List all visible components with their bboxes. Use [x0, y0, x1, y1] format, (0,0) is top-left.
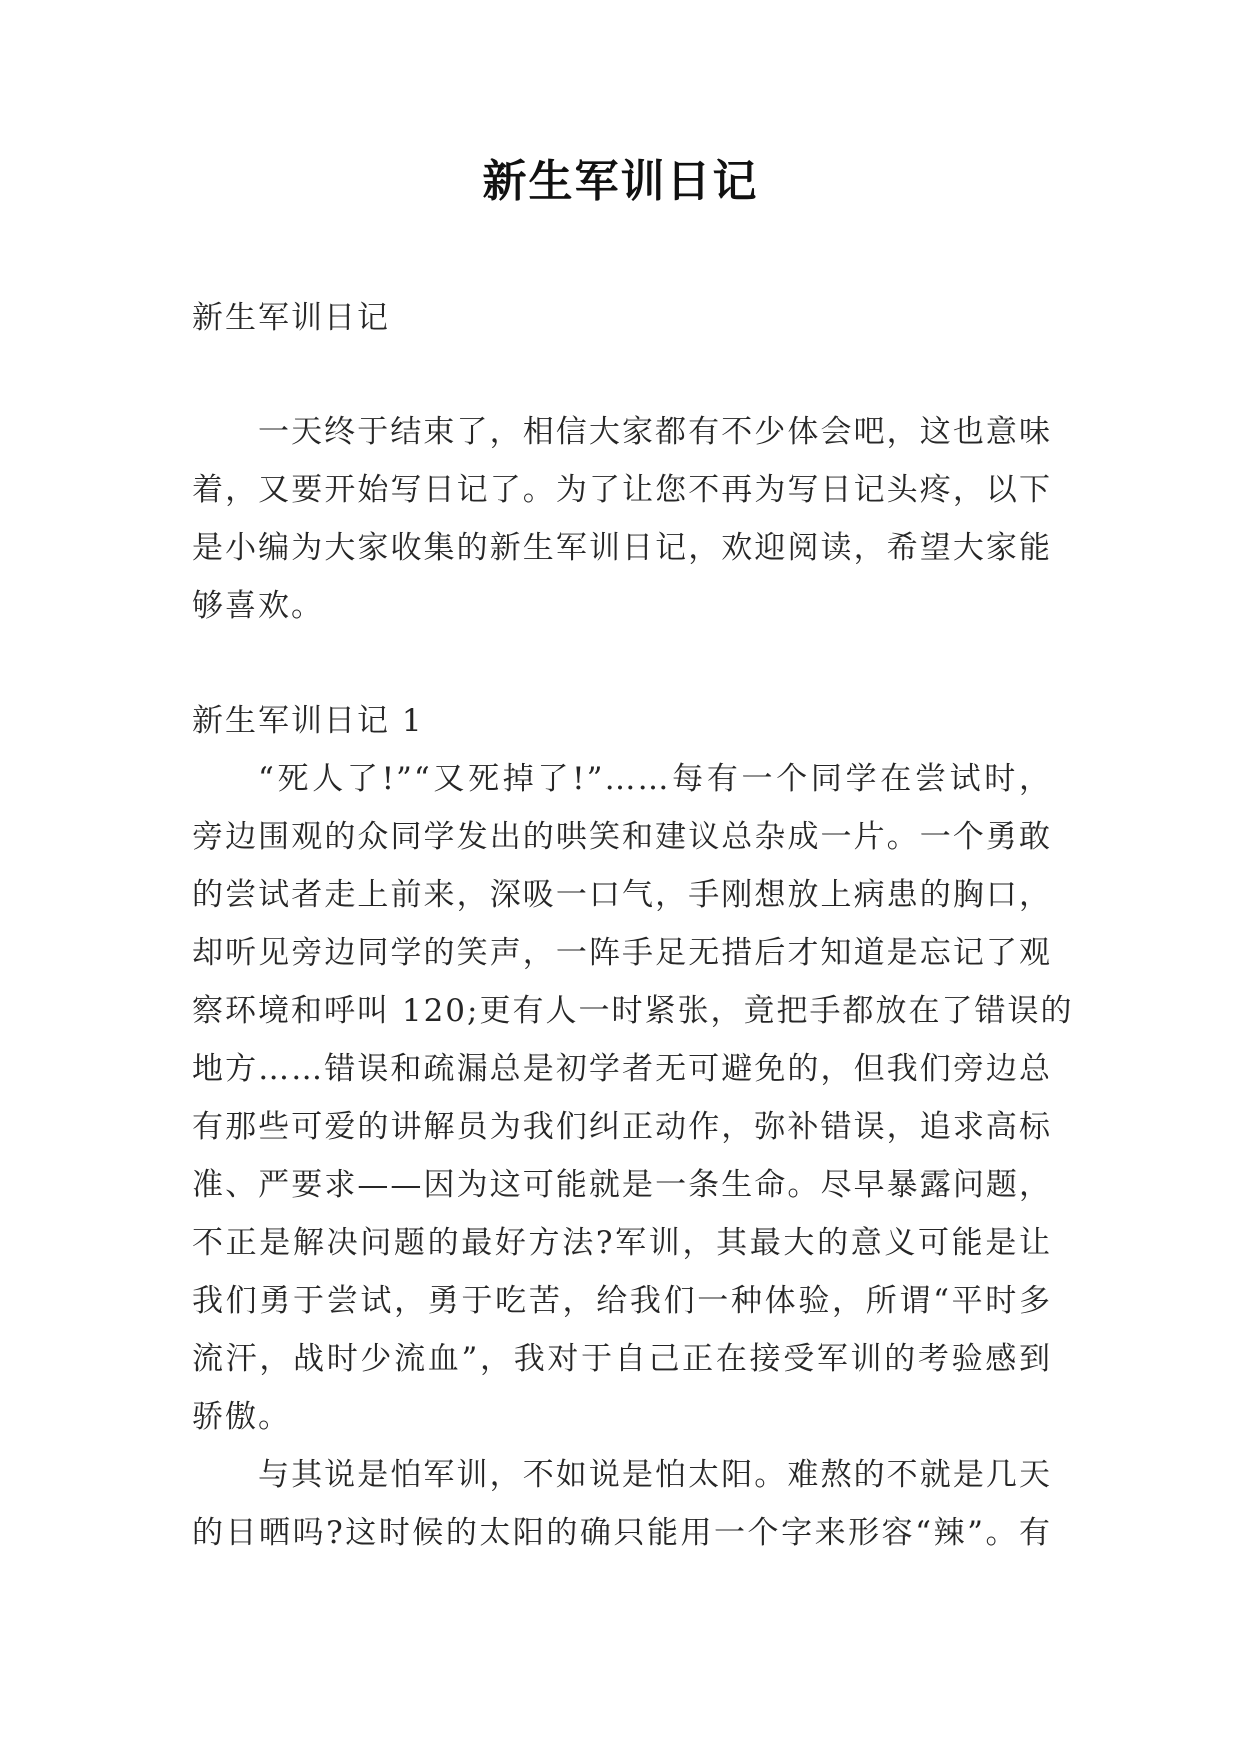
paragraph-line: 地方……错误和疏漏总是初学者无可避免的，但我们旁边总: [192, 1051, 1052, 1087]
intro-line: 着，又要开始写日记了。为了让您不再为写日记头疼，以下: [192, 472, 1052, 508]
paragraph-line: 骄傲。: [192, 1399, 291, 1435]
intro-line: 一天终于结束了，相信大家都有不少体会吧，这也意味: [258, 414, 1052, 450]
paragraph-line: 却听见旁边同学的笑声，一阵手足无措后才知道是忘记了观: [192, 935, 1052, 971]
paragraph-line: 与其说是怕军训，不如说是怕太阳。难熬的不就是几天: [258, 1457, 1052, 1493]
paragraph-line: 准、严要求——因为这可能就是一条生命。尽早暴露问题，: [192, 1167, 1052, 1203]
paragraph-line: 旁边围观的众同学发出的哄笑和建议总杂成一片。一个勇敢: [192, 819, 1052, 855]
section-heading: 新生军训日记 1: [192, 703, 424, 739]
intro-line: 是小编为大家收集的新生军训日记，欢迎阅读，希望大家能: [192, 530, 1052, 566]
paragraph-line: 察环境和呼叫 120;更有人一时紧张，竟把手都放在了错误的: [192, 993, 1074, 1029]
paragraph-line: “死人了!”“又死掉了!”……每有一个同学在尝试时，: [258, 761, 1052, 797]
document-title: 新生军训日记: [482, 156, 759, 207]
document-subtitle: 新生军训日记: [192, 300, 390, 336]
paragraph-line: 我们勇于尝试，勇于吃苦，给我们一种体验，所谓“平时多: [192, 1283, 1052, 1319]
paragraph-line: 有那些可爱的讲解员为我们纠正动作，弥补错误，追求高标: [192, 1109, 1052, 1145]
paragraph-line: 的尝试者走上前来，深吸一口气，手刚想放上病患的胸口，: [192, 877, 1052, 913]
paragraph-line: 的日晒吗?这时候的太阳的确只能用一个字来形容“辣”。有: [192, 1515, 1052, 1551]
paragraph-line: 不正是解决问题的最好方法?军训，其最大的意义可能是让: [192, 1225, 1052, 1261]
intro-line: 够喜欢。: [192, 588, 324, 624]
paragraph-line: 流汗，战时少流血”，我对于自己正在接受军训的考验感到: [192, 1341, 1052, 1377]
